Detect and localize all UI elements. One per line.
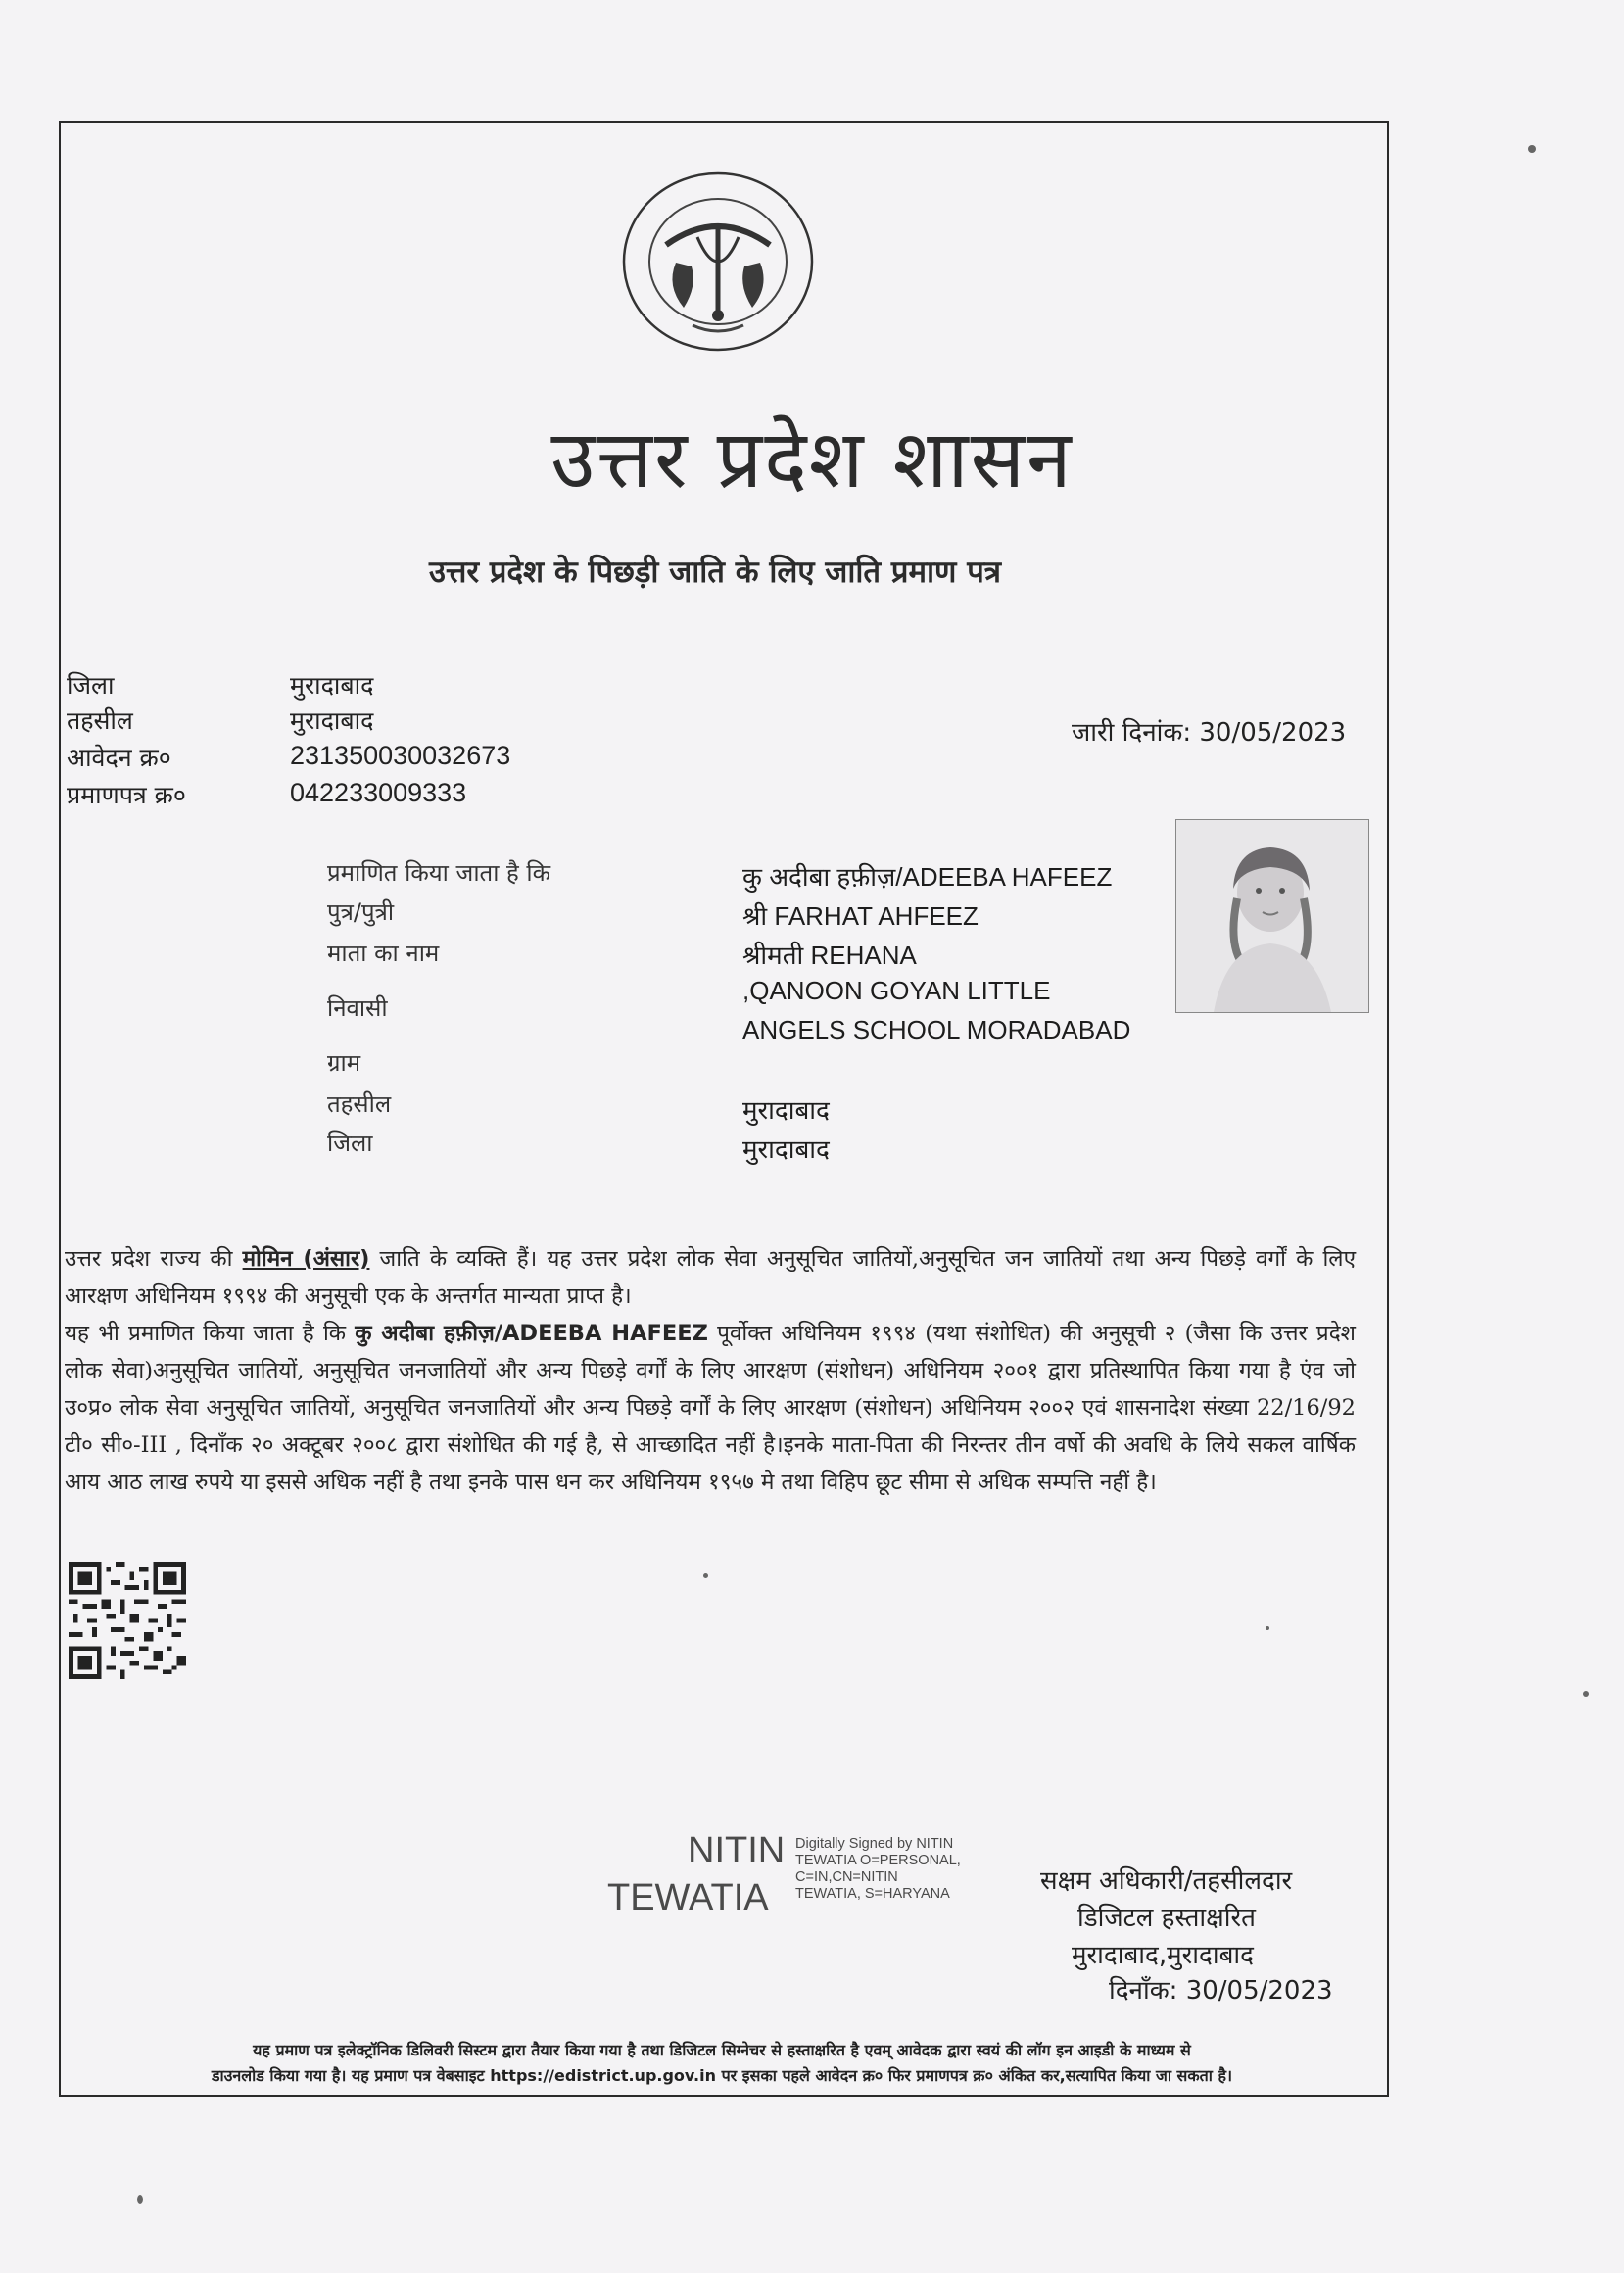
- child-of-label: पुत्र/पुत्री: [327, 898, 395, 926]
- district-label: जिला: [67, 671, 115, 700]
- resident-label: निवासी: [327, 994, 388, 1022]
- authority-date: दिनाँक: 30/05/2023: [1109, 1976, 1333, 2006]
- authority-location: मुरादाबाद,मुरादाबाद: [1072, 1941, 1254, 1970]
- scan-speck: [703, 1573, 708, 1578]
- tehsil-value: मुरादाबाद: [290, 706, 374, 735]
- body-p1-intro: उत्तर प्रदेश राज्य की: [65, 1246, 243, 1272]
- scan-speck: [1583, 1691, 1589, 1697]
- detail-district-value: मुरादाबाद: [742, 1135, 830, 1164]
- detail-tehsil-label: तहसील: [327, 1090, 392, 1118]
- certificate-subtitle: उत्तर प्रदेश के पिछड़ी जाति के लिए जाति प्रमाण पत्र: [429, 555, 1001, 590]
- certified-name: कु अदीबा हफ़ीज़/ADEEBA HAFEEZ: [742, 862, 1113, 892]
- detail-tehsil-value: मुरादाबाद: [742, 1095, 830, 1125]
- issue-date: जारी दिनांक: 30/05/2023: [1072, 718, 1347, 748]
- certified-label: प्रमाणित किया जाता है कि: [327, 859, 551, 887]
- caste-name: मोमिन (अंसार): [242, 1246, 370, 1272]
- body-p2-name: कु अदीबा हफ़ीज़/ADEEBA HAFEEZ: [355, 1321, 708, 1346]
- footer-note: [61, 2038, 1383, 2089]
- body-p2-intro: यह भी प्रमाणित किया जाता है कि: [65, 1321, 356, 1346]
- mother-name: श्रीमती REHANA: [742, 941, 917, 970]
- application-number-value: 231350030032673: [290, 741, 511, 770]
- page-title: उत्तर प्रदेश शासन: [550, 413, 1074, 507]
- certificate-body: [65, 1240, 1356, 1501]
- signature-meta-line4: TEWATIA, S=HARYANA: [795, 1886, 950, 1902]
- application-number-label: आवेदन क्र०: [67, 744, 171, 772]
- footer-line1: यह प्रमाण पत्र इलेक्ट्रॉनिक डिलिवरी सिस्टम द्वारा तैयार किया गया है तथा डिजिटल सिग्नेचर से हस्ताक्षरित है एवम् आवेदक द्वारा स्वयं की लॉग इन आइडी के माध्यम से: [253, 2041, 1191, 2059]
- certificate-number-label: प्रमाणपत्र क्र०: [67, 781, 186, 809]
- scan-speck: [1266, 1626, 1269, 1630]
- digital-signature-details: [795, 1836, 991, 1903]
- signature-meta-line2: TEWATIA O=PERSONAL,: [795, 1853, 961, 1868]
- footer-line2: डाउनलोड किया गया है। यह प्रमाण पत्र वेबसाइट https://edistrict.up.gov.in पर इसका पहले आवेदन क्र० फिर प्रमाणपत्र क्र० अंकित कर,सत्यापित किया जा सकता है।: [211, 2066, 1233, 2085]
- resident-address-line2: ANGELS SCHOOL MORADABAD: [742, 1015, 1131, 1044]
- authority-title: सक्षम अधिकारी/तहसीलदार: [1040, 1866, 1293, 1896]
- applicant-photo: [1175, 819, 1369, 1013]
- village-label: ग्राम: [327, 1049, 361, 1077]
- father-name: श्री FARHAT AHFEEZ: [742, 901, 979, 931]
- body-p2-rest: पूर्वोक्त अधिनियम १९९४ (यथा संशोधित) की अनुसूची २ (जैसा कि उत्तर प्रदेश लोक सेवा)अनुसूचित जातियों, अनुसूचित जनजातियों और अन्य पिछड़े वर्गों के लिए आरक्षण (संशोधन) अधिनियम २००१ द्वारा प्रतिस्थापित किया गया है एंव जो उ०प्र० लोक सेवा अनुसूचित जातियों, अनुसूचित जनजातियों और अन्य पिछड़े वर्गों के लिए आरक्षण (संशोधन) अधिनियम २००२ एवं शासनादेश संख्या 22/16/92 टी० सी०-III , दिनाँक २० अक्टूबर २००८ द्वारा संशोधित की गई है, से आच्छादित नहीं है।इनके माता-पिता की निरन्तर तीन वर्षो की अवधि के लिये सकल वार्षिक आय आठ लाख रुपये या इससे अधिक नहीं है तथा इनके पास धन कर अधिनियम १९५७ मे तथा विहिप छूट सीमा से अधिक सम्पत्ति नहीं है।: [65, 1321, 1356, 1495]
- district-value: मुरादाबाद: [290, 671, 374, 700]
- signer-name-line2: TEWATIA: [607, 1877, 769, 1918]
- mother-label: माता का नाम: [327, 940, 440, 967]
- signature-meta-line1: Digitally Signed by NITIN: [795, 1836, 954, 1852]
- signer-name-line1: NITIN: [688, 1830, 786, 1871]
- certificate-number-value: 042233009333: [290, 778, 467, 807]
- scan-speck: [137, 2195, 143, 2204]
- detail-district-label: जिला: [327, 1130, 373, 1157]
- scan-speck: [1528, 145, 1536, 153]
- signature-meta-line3: C=IN,CN=NITIN: [795, 1869, 898, 1885]
- up-government-emblem: [619, 169, 817, 355]
- authority-signed: डिजिटल हस्ताक्षरित: [1077, 1904, 1256, 1933]
- verification-qr-code: [69, 1562, 186, 1679]
- resident-address-line1: ,QANOON GOYAN LITTLE: [742, 976, 1051, 1005]
- body-p1-rest: जाति के व्यक्ति हैं। यह उत्तर प्रदेश लोक सेवा अनुसूचित जातियों,अनुसूचित जन जातियों तथा अन्य पिछड़े वर्गों के लिए आरक्षण अधिनियम १९९४ की अनुसूची एक के अन्तर्गत मान्यता प्राप्त है।: [65, 1246, 1357, 1309]
- tehsil-label: तहसील: [67, 706, 133, 735]
